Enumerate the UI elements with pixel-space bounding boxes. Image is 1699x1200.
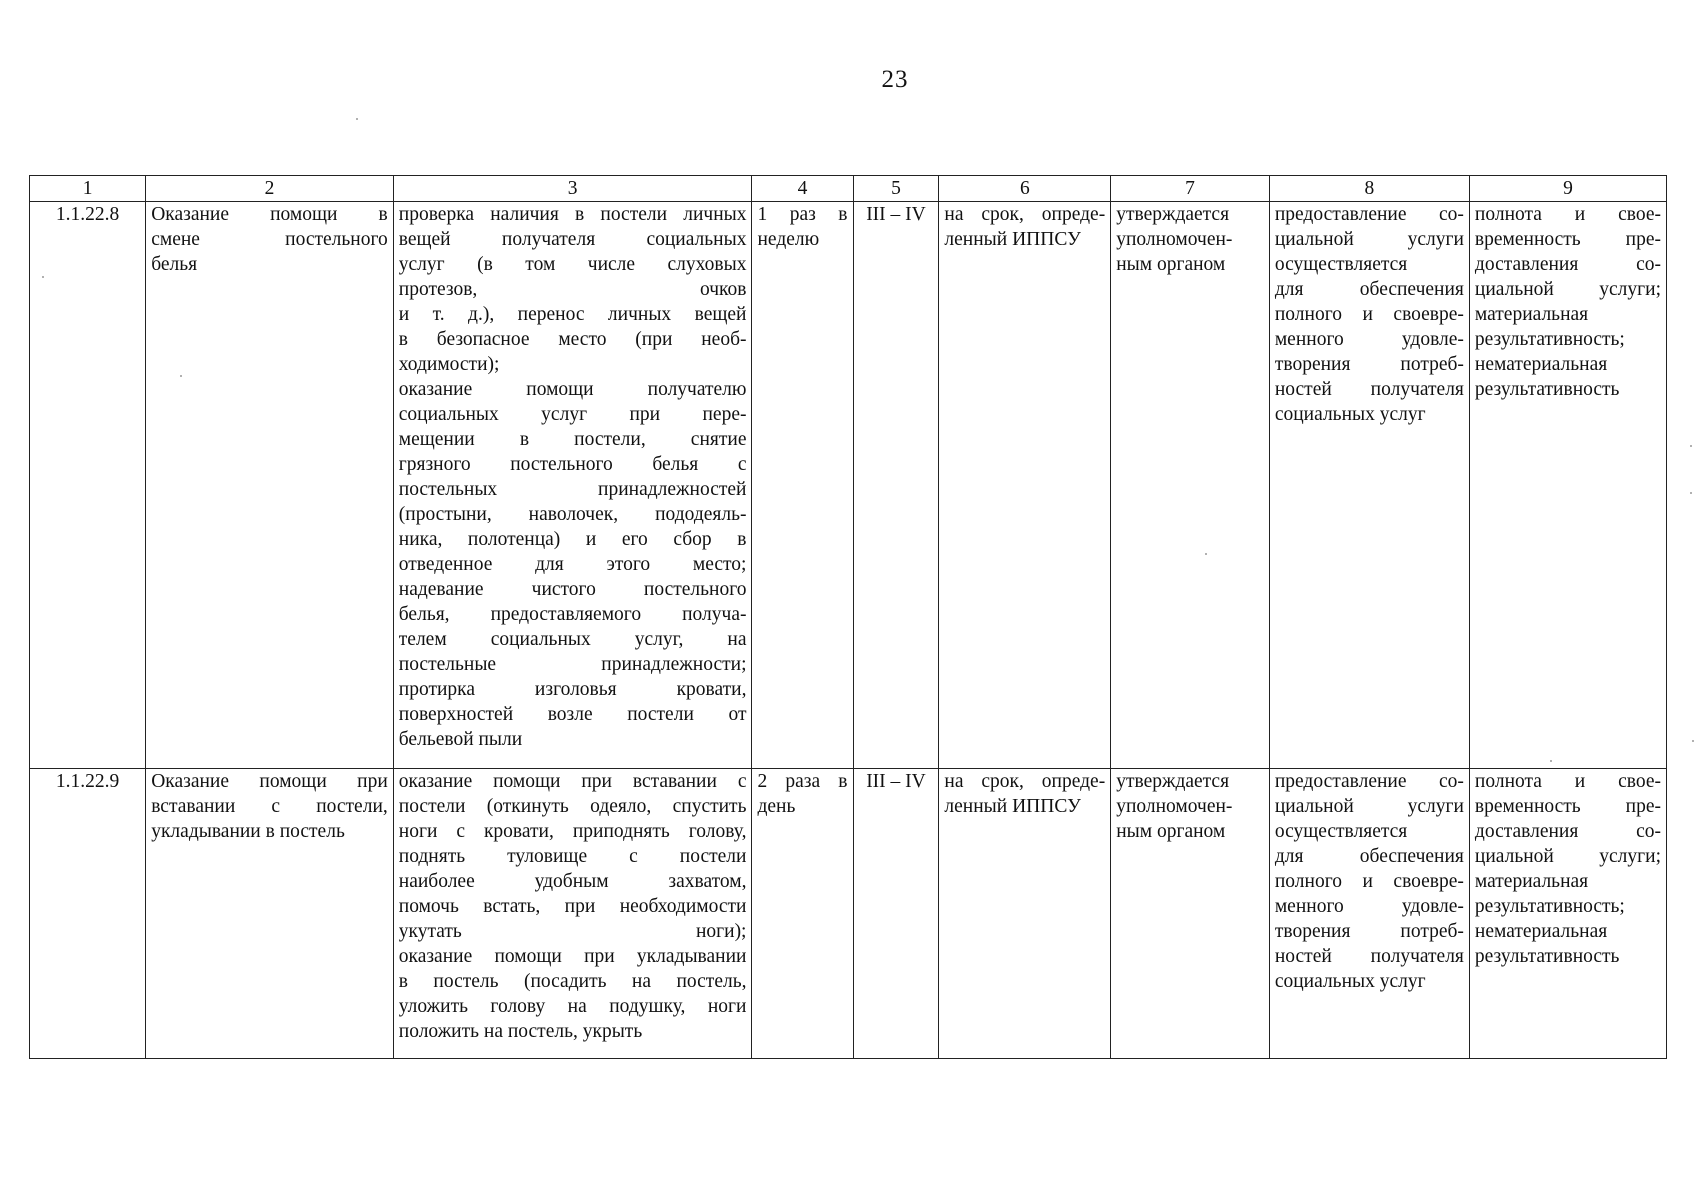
header-row bbox=[30, 176, 1667, 202]
cell-line: результативность; bbox=[1474, 896, 1625, 917]
cell-line: уполномочен- bbox=[1116, 796, 1233, 817]
header-col-7: 7 bbox=[1111, 176, 1270, 202]
header-col-1: 1 bbox=[30, 176, 146, 202]
service-description bbox=[393, 202, 752, 769]
cell-line: надевание чистого постельного bbox=[398, 579, 747, 600]
cell-line: результативность bbox=[1474, 379, 1620, 400]
cell-line: мещении в постели, снятие bbox=[398, 429, 747, 450]
service-indicators bbox=[1469, 202, 1666, 769]
cell-line: предоставление со- bbox=[1274, 204, 1464, 225]
cell-line: проверка наличия в постели личных bbox=[398, 204, 747, 225]
cell-line: уполномочен- bbox=[1116, 229, 1233, 250]
cell-line: помочь встать, при необходимости bbox=[398, 896, 747, 917]
cell-line: постели (откинуть одеяло, спустить bbox=[398, 796, 747, 817]
cell-line: ленный ИППСУ bbox=[944, 796, 1081, 817]
table-row bbox=[30, 202, 1667, 769]
service-term bbox=[939, 202, 1111, 769]
cell-line: доставления со- bbox=[1474, 254, 1661, 275]
cell-line: белья bbox=[151, 254, 198, 275]
cell-line: для обеспечения bbox=[1274, 846, 1464, 867]
cell-line: социальных услуг при пере- bbox=[398, 404, 747, 425]
cell-line: ным органом bbox=[1116, 254, 1226, 275]
cell-line: творения потреб- bbox=[1274, 921, 1464, 942]
cell-line: материальная bbox=[1474, 871, 1589, 892]
cell-line: постельных принадлежностей bbox=[398, 479, 747, 500]
cell-line: ностей получателя bbox=[1274, 379, 1464, 400]
service-groups: III – IV bbox=[853, 202, 939, 769]
cell-line: поднять туловище с постели bbox=[398, 846, 747, 867]
cell-line: белья, предоставляемого получа- bbox=[398, 604, 747, 625]
service-name bbox=[146, 769, 394, 1059]
cell-line: уложить голову на подушку, ноги bbox=[398, 996, 747, 1017]
cell-line: Оказание помощи в bbox=[151, 204, 388, 225]
service-conditions bbox=[1269, 769, 1469, 1059]
cell-line: социальных услуг bbox=[1274, 404, 1426, 425]
cell-line: грязного постельного белья с bbox=[398, 454, 747, 475]
scan-speck bbox=[356, 118, 358, 120]
cell-line: полнота и свое- bbox=[1474, 204, 1661, 225]
cell-line: оказание помощи при укладывании bbox=[398, 946, 747, 967]
page-number: 23 bbox=[881, 66, 909, 93]
cell-line: постельные принадлежности; bbox=[398, 654, 747, 675]
header-col-6: 6 bbox=[939, 176, 1111, 202]
cell-line: наиболее удобным захватом, bbox=[398, 871, 747, 892]
service-indicators bbox=[1469, 769, 1666, 1059]
service-name bbox=[146, 202, 394, 769]
scan-speck bbox=[1550, 760, 1552, 762]
cell-line: неделю bbox=[757, 229, 820, 250]
cell-line: ника, полотенца) и его сбор в bbox=[398, 529, 747, 550]
cell-line: услуг (в том числе слуховых bbox=[398, 254, 747, 275]
cell-line: циальной услуги; bbox=[1474, 279, 1661, 300]
scan-speck bbox=[1205, 553, 1207, 555]
cell-line: оказание помощи при вставании с bbox=[398, 771, 747, 792]
cell-line: бельевой пыли bbox=[398, 729, 523, 750]
service-norms bbox=[1111, 769, 1270, 1059]
cell-line: утверждается bbox=[1116, 771, 1230, 792]
cell-line: для обеспечения bbox=[1274, 279, 1464, 300]
cell-line: ностей получателя bbox=[1274, 946, 1464, 967]
scan-speck bbox=[1692, 740, 1694, 742]
cell-line: нематериальная bbox=[1474, 921, 1608, 942]
cell-line: осуществляется bbox=[1274, 254, 1408, 275]
cell-line: протирка изголовья кровати, bbox=[398, 679, 747, 700]
cell-line: вставании с постели, bbox=[151, 796, 388, 817]
cell-line: нематериальная bbox=[1474, 354, 1608, 375]
cell-line: Оказание помощи при bbox=[151, 771, 388, 792]
cell-line: осуществляется bbox=[1274, 821, 1408, 842]
cell-line: вещей получателя социальных bbox=[398, 229, 747, 250]
cell-line: смене постельного bbox=[151, 229, 388, 250]
service-code: 1.1.22.8 bbox=[30, 202, 146, 769]
scan-speck bbox=[1690, 492, 1692, 494]
cell-line: предоставление со- bbox=[1274, 771, 1464, 792]
cell-line: доставления со- bbox=[1474, 821, 1661, 842]
cell-line: циальной услуги; bbox=[1474, 846, 1661, 867]
cell-line: на срок, опреде- bbox=[944, 771, 1106, 792]
cell-line: социальных услуг bbox=[1274, 971, 1426, 992]
cell-line: результативность; bbox=[1474, 329, 1625, 350]
service-frequency bbox=[752, 769, 853, 1059]
service-term bbox=[939, 769, 1111, 1059]
service-conditions bbox=[1269, 202, 1469, 769]
cell-line: на срок, опреде- bbox=[944, 204, 1106, 225]
cell-line: менного удовле- bbox=[1274, 896, 1464, 917]
cell-line: протезов, очков bbox=[398, 279, 747, 300]
cell-line: циальной услуги bbox=[1274, 796, 1464, 817]
cell-line: ным органом bbox=[1116, 821, 1226, 842]
service-norms bbox=[1111, 202, 1270, 769]
header-col-3: 3 bbox=[393, 176, 752, 202]
cell-line: поверхностей возле постели от bbox=[398, 704, 747, 725]
scan-speck bbox=[42, 276, 44, 278]
header-col-2: 2 bbox=[146, 176, 394, 202]
cell-line: и т. д.), перенос личных вещей bbox=[398, 304, 747, 325]
cell-line: полного и своевре- bbox=[1274, 871, 1464, 892]
cell-line: отведенное для этого место; bbox=[398, 554, 747, 575]
cell-line: ходимости); bbox=[398, 354, 500, 375]
cell-line: укутать ноги); bbox=[398, 921, 747, 942]
header-col-8: 8 bbox=[1269, 176, 1469, 202]
table-row bbox=[30, 769, 1667, 1059]
cell-line: в постель (посадить на постель, bbox=[398, 971, 747, 992]
cell-line: 2 раза в bbox=[757, 771, 848, 792]
service-code: 1.1.22.9 bbox=[30, 769, 146, 1059]
cell-line: полного и своевре- bbox=[1274, 304, 1464, 325]
service-frequency bbox=[752, 202, 853, 769]
service-groups: III – IV bbox=[853, 769, 939, 1059]
cell-line: оказание помощи получателю bbox=[398, 379, 747, 400]
header-col-5: 5 bbox=[853, 176, 939, 202]
cell-line: телем социальных услуг, на bbox=[398, 629, 747, 650]
cell-line: положить на постель, укрыть bbox=[398, 1021, 643, 1042]
cell-line: укладывании в постель bbox=[151, 821, 345, 842]
cell-line: ноги с кровати, приподнять голову, bbox=[398, 821, 747, 842]
cell-line: циальной услуги bbox=[1274, 229, 1464, 250]
cell-line: временность пре- bbox=[1474, 796, 1661, 817]
cell-line: утверждается bbox=[1116, 204, 1230, 225]
cell-line: день bbox=[757, 796, 796, 817]
cell-line: творения потреб- bbox=[1274, 354, 1464, 375]
cell-line: материальная bbox=[1474, 304, 1589, 325]
cell-line: временность пре- bbox=[1474, 229, 1661, 250]
cell-line: 1 раз в bbox=[757, 204, 848, 225]
cell-line: менного удовле- bbox=[1274, 329, 1464, 350]
header-col-9: 9 bbox=[1469, 176, 1666, 202]
scan-speck bbox=[180, 375, 182, 377]
service-description bbox=[393, 769, 752, 1059]
cell-line: результативность bbox=[1474, 946, 1620, 967]
cell-line: (простыни, наволочек, пододеяль- bbox=[398, 504, 747, 525]
services-table bbox=[29, 175, 1667, 1059]
cell-line: в безопасное место (при необ- bbox=[398, 329, 747, 350]
cell-line: ленный ИППСУ bbox=[944, 229, 1081, 250]
scan-speck bbox=[1690, 445, 1692, 447]
cell-line: полнота и свое- bbox=[1474, 771, 1661, 792]
header-col-4: 4 bbox=[752, 176, 853, 202]
